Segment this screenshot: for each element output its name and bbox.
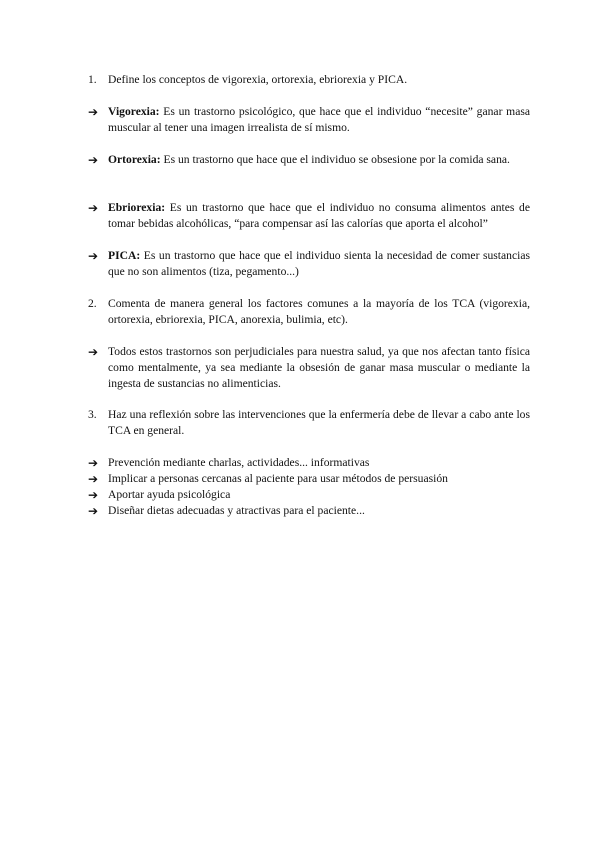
arrow-bullet-icon: ➔ [88,504,99,518]
definition-term: Ortorexia: [108,153,161,166]
answer-text: Todos estos trastornos son perjudiciales para nuestra salud, ya que nos afectan tanto física como mentalmente, ya sea mediante la obsesión de ganar masa muscular o mediante la ingesta de sustancias no alimenticias. [108,345,530,390]
arrow-bullet-icon: ➔ [88,105,99,119]
arrow-bullet-icon: ➔ [88,345,99,359]
question-3 [88,407,530,439]
definition-ortorexia [88,152,530,168]
arrow-bullet-icon: ➔ [88,456,99,470]
definition-ebriorexia [88,200,530,232]
question-text: Define los conceptos de vigorexia, ortorexia, ebriorexia y PICA. [108,73,408,86]
list-item [88,487,530,503]
list-item-text: Aportar ayuda psicológica [108,488,231,501]
answer-2 [88,344,530,392]
definition-term: Vigorexia: [108,105,160,118]
list-item-text: Diseñar dietas adecuadas y atractivas para el paciente... [108,504,365,517]
question-text: Comenta de manera general los factores comunes a la mayoría de los TCA (vigorexia, ortorexia, ebriorexia, PICA, anorexia, bulimia, etc). [108,297,530,326]
arrow-bullet-icon: ➔ [88,472,99,486]
definition-pica [88,248,530,280]
list-item [88,471,530,487]
question-number: 2. [88,297,97,310]
definition-text: Es un trastorno que hace que el individuo no consuma alimentos antes de tomar bebidas alcohólicas, “para compensar así las calorías que aporta el alcohol” [108,201,530,230]
definition-text: Es un trastorno que hace que el individuo sienta la necesidad de comer sustancias que no son alimentos (tiza, pegamento...) [108,249,530,278]
question-2 [88,296,530,328]
definition-term: PICA: [108,249,141,262]
question-1 [88,72,530,88]
definition-text: Es un trastorno que hace que el individuo se obsesione por la comida sana. [160,153,510,166]
arrow-bullet-icon: ➔ [88,488,99,502]
list-item [88,455,530,471]
list-item-text: Implicar a personas cercanas al paciente para usar métodos de persuasión [108,472,448,485]
question-number: 3. [88,408,97,421]
arrow-bullet-icon: ➔ [88,249,99,263]
question-number: 1. [88,73,97,86]
definition-text: Es un trastorno psicológico, que hace que el individuo “necesite” ganar masa muscular al tener una imagen irrealista de sí mismo. [108,105,530,134]
list-item [88,503,530,519]
arrow-bullet-icon: ➔ [88,201,99,215]
question-text: Haz una reflexión sobre las intervenciones que la enfermería debe de llevar a cabo ante los TCA en general. [108,408,530,437]
definition-term: Ebriorexia: [108,201,166,214]
list-item-text: Prevención mediante charlas, actividades... informativas [108,456,370,469]
arrow-bullet-icon: ➔ [88,153,99,167]
definition-vigorexia [88,104,530,136]
